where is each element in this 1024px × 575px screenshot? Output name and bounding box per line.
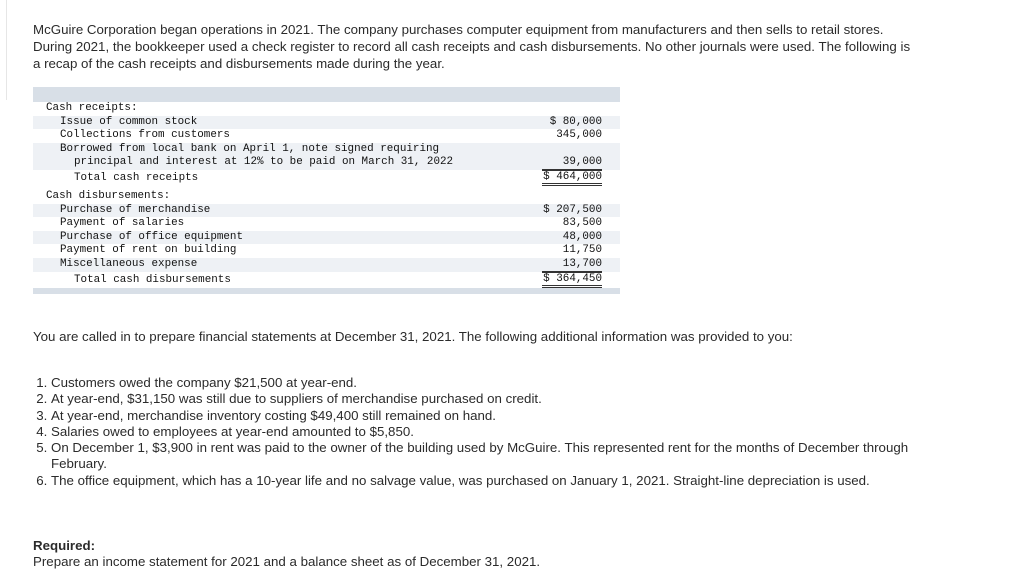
table-row: [33, 258, 620, 272]
row-label: Purchase of office equipment: [60, 230, 243, 243]
left-edge-divider: [0, 0, 7, 100]
required-text: Prepare an income statement for 2021 and a balance sheet as of December 31, 2021.: [33, 554, 541, 569]
table-row: [33, 156, 620, 170]
row-amount: 13,700: [542, 258, 602, 272]
row-label: Issue of common stock: [60, 115, 198, 128]
total-disbursements-label: Total cash disbursements: [74, 273, 231, 286]
intro-paragraph: McGuire Corporation began operations in 2021. The company purchases computer equipment from manufacturers and then sells to retail stores. During 2021, the bookkeeper used a check register to record all cash receipts and cash disbursements. No other journals were used. The following is a recap of the cash receipts and disbursements made during the year.: [33, 22, 911, 71]
additional-info-list: [33, 375, 921, 489]
row-amount: 11,750: [562, 244, 602, 257]
required-section: [33, 538, 540, 570]
row-amount: 39,000: [542, 156, 602, 170]
table-row: [33, 143, 620, 157]
row-amount: 345,000: [556, 129, 602, 142]
called-in-paragraph: You are called in to prepare financial statements at December 31, 2021. The following additional information was provided to you:: [33, 329, 793, 344]
total-receipts-amount: $ 464,000: [542, 170, 602, 186]
table-row: [33, 231, 620, 245]
cash-disbursements-header-row: [33, 190, 620, 204]
row-label: Purchase of merchandise: [60, 203, 211, 216]
list-item: 2. At year-end, $31,150 was still due to suppliers of merchandise purchased on credit.: [51, 391, 921, 407]
total-disbursements-row: [33, 272, 620, 288]
row-amount: 83,500: [562, 217, 602, 230]
row-label: Payment of rent on building: [60, 244, 237, 257]
list-item: 1. Customers owed the company $21,500 at year-end.: [51, 375, 921, 391]
cash-disbursements-header: Cash disbursements:: [46, 189, 171, 202]
row-amount: 48,000: [562, 230, 602, 243]
list-item: 4. Salaries owed to employees at year-end amounted to $5,850.: [51, 424, 921, 440]
row-label: Borrowed from local bank on April 1, note signed requiring: [60, 142, 440, 155]
table-row: [33, 129, 620, 143]
row-label: Collections from customers: [60, 129, 230, 142]
table-row: [33, 204, 620, 218]
list-item: 6. The office equipment, which has a 10-year life and no salvage value, was purchased on January 1, 2021. Straight-line depreciation is used.: [51, 473, 921, 489]
total-receipts-label: Total cash receipts: [74, 171, 199, 184]
list-item: 5. On December 1, $3,900 in rent was paid to the owner of the building used by McGuire. This represented rent for the months of December through February.: [51, 440, 921, 473]
row-label-continued: principal and interest at 12% to be paid on March 31, 2022: [74, 156, 454, 169]
cash-receipts-header-row: [33, 102, 620, 116]
cash-receipts-header: Cash receipts:: [46, 102, 138, 114]
list-item: 3. At year-end, merchandise inventory costing $49,400 still remained on hand.: [51, 408, 921, 424]
row-label: Miscellaneous expense: [60, 257, 198, 270]
cash-recap-table: [33, 87, 620, 294]
table-row: [33, 116, 620, 130]
required-heading: Required:: [33, 538, 96, 553]
row-amount: $ 80,000: [549, 115, 602, 128]
total-disbursements-amount: $ 364,450: [542, 272, 602, 288]
total-receipts-row: [33, 170, 620, 186]
table-row: [33, 217, 620, 231]
table-row: [33, 244, 620, 258]
row-label: Payment of salaries: [60, 217, 185, 230]
row-amount: $ 207,500: [543, 203, 602, 216]
